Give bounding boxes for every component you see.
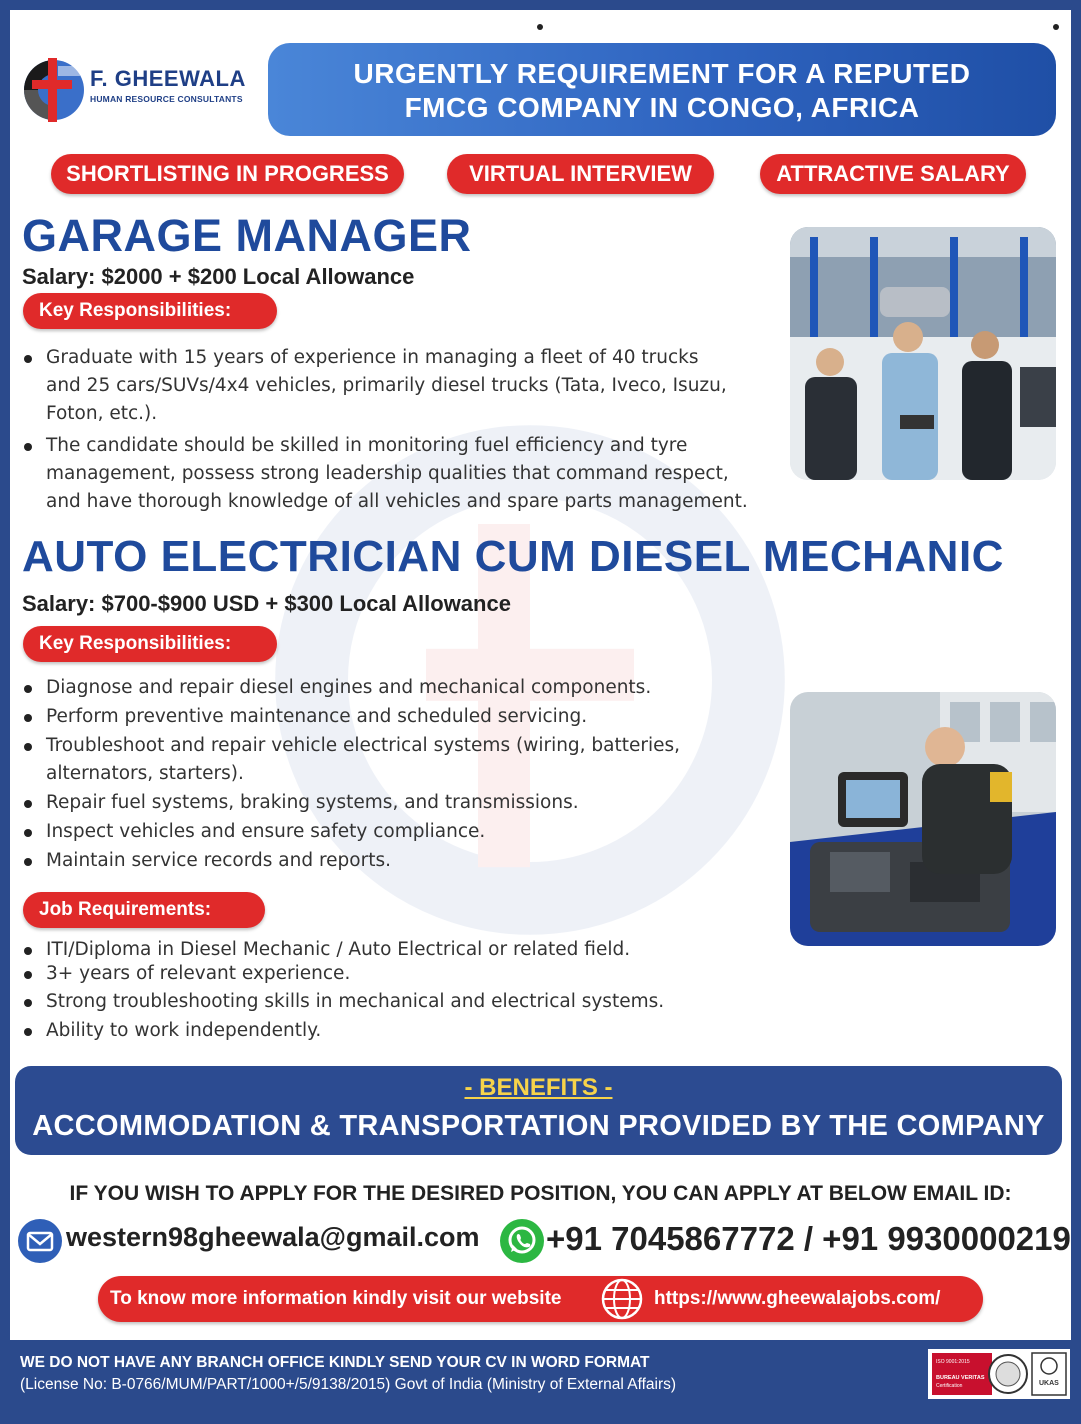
cert-iso-text: ISO 9001:2015 (936, 1359, 970, 1365)
list-item-line: management, possess strong leadership qualities that command respect, (46, 463, 729, 484)
benefits-heading-text: - BENEFITS - (464, 1074, 613, 1101)
logo-mark-icon (18, 52, 88, 128)
job-salary: Salary: $700-$900 USD + $300 Local Allowance (22, 591, 511, 616)
list-item: Ability to work independently. (22, 1017, 782, 1045)
benefits-banner (15, 1066, 1062, 1155)
list-item: Strong troubleshooting skills in mechanical and electrical systems. (22, 988, 782, 1016)
list-item-line: Graduate with 15 years of experience in managing a fleet of 40 trucks (46, 347, 699, 368)
tag-shortlisting: SHORTLISTING IN PROGRESS (51, 154, 404, 194)
section-label-responsibilities: Key Responsibilities: (23, 626, 277, 662)
job-salary: Salary: $2000 + $200 Local Allowance (22, 264, 415, 289)
section-label-responsibilities: Key Responsibilities: (23, 293, 277, 329)
website-bar (98, 1276, 983, 1322)
list-item (22, 732, 782, 788)
company-logo (18, 52, 268, 132)
list-item-line: alternators, starters). (46, 763, 244, 784)
list-item-line: The candidate should be skilled in monitoring fuel efficiency and tyre (46, 435, 688, 456)
list-item-line: and 25 cars/SUVs/4x4 vehicles, primarily diesel trucks (Tata, Iveco, Isuzu, (46, 375, 727, 396)
tag-virtual-interview: VIRTUAL INTERVIEW (447, 154, 714, 194)
list-item: Diagnose and repair diesel engines and mechanical components. (22, 674, 782, 702)
job-title-garage-manager: GARAGE MANAGER (22, 210, 472, 261)
website-lead: To know more information kindly visit our website (110, 1288, 562, 1309)
website-link[interactable]: https://www.gheewalajobs.com/ (654, 1288, 941, 1309)
corner-dot (1053, 24, 1059, 30)
cert-ukas-text: UKAS (1039, 1380, 1059, 1387)
responsibilities-list (22, 344, 802, 520)
headline-banner (268, 43, 1056, 136)
garage-team-photo (790, 227, 1056, 480)
tag-attractive-salary: ATTRACTIVE SALARY (760, 154, 1026, 194)
list-item-line: and have thorough knowledge of all vehicles and spare parts management. (46, 491, 748, 512)
job-title-auto-electrician: AUTO ELECTRICIAN CUM DIESEL MECHANIC (22, 532, 1004, 581)
mechanic-photo (790, 692, 1056, 946)
list-item: 3+ years of relevant experience. (22, 960, 782, 987)
benefits-heading (15, 1074, 1062, 1102)
brand-name: F. GHEEWALA (90, 66, 246, 91)
list-item: ITI/Diploma in Diesel Mechanic / Auto Electrical or related field. (22, 936, 782, 963)
brand-tagline: HUMAN RESOURCE CONSULTANTS (90, 94, 243, 104)
list-item: Maintain service records and reports. (22, 847, 782, 875)
apply-instruction: IF YOU WISH TO APPLY FOR THE DESIRED POSITION, YOU CAN APPLY AT BELOW EMAIL ID: (69, 1182, 1012, 1205)
cert-kind-text: Certification (936, 1383, 963, 1389)
whatsapp-icon (499, 1218, 545, 1264)
list-item (22, 432, 802, 516)
corner-dot (537, 24, 543, 30)
list-item: Repair fuel systems, braking systems, and transmissions. (22, 789, 782, 817)
list-item (22, 344, 802, 428)
section-label-requirements: Job Requirements: (23, 892, 265, 928)
contact-phone[interactable]: +91 7045867772 / +91 9930000219 (546, 1220, 1071, 1257)
certification-badges (928, 1349, 1070, 1399)
benefits-text: ACCOMMODATION & TRANSPORTATION PROVIDED BY THE COMPANY (32, 1110, 1045, 1142)
list-item-line: Troubleshoot and repair vehicle electrical systems (wiring, batteries, (46, 735, 681, 756)
requirements-list (22, 936, 782, 1046)
globe-icon (600, 1278, 644, 1320)
footer-license: (License No: B-0766/MUM/PART/1000+/5/9138/2015) Govt of India (Ministry of External Affairs) (20, 1376, 677, 1393)
contact-email[interactable]: western98gheewala@gmail.com (66, 1222, 480, 1252)
responsibilities-list (22, 674, 782, 876)
list-item-line: Foton, etc.). (46, 403, 158, 424)
footer-notice: WE DO NOT HAVE ANY BRANCH OFFICE KINDLY SEND YOUR CV IN WORD FORMAT (20, 1354, 650, 1371)
cert-body-text: BUREAU VERITAS (936, 1375, 985, 1381)
list-item: Perform preventive maintenance and scheduled servicing. (22, 703, 782, 731)
list-item: Inspect vehicles and ensure safety compliance. (22, 818, 782, 846)
headline-line2: FMCG COMPANY IN CONGO, AFRICA (404, 92, 920, 123)
headline-line1: URGENTLY REQUIREMENT FOR A REPUTED (353, 58, 971, 89)
email-icon (17, 1218, 63, 1264)
